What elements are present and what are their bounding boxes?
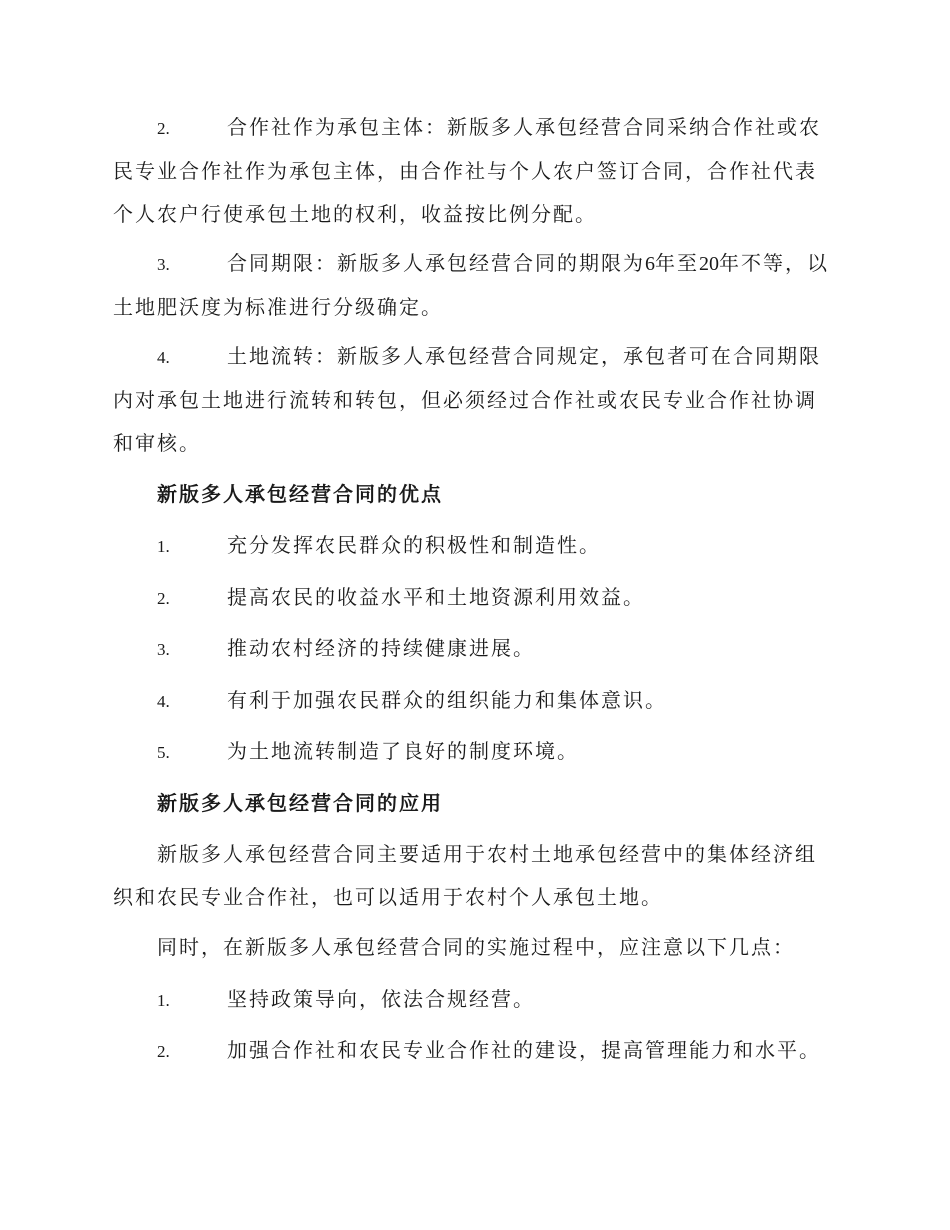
list-item-number: 1. [157,537,170,556]
paragraph: 同时，在新版多人承包经营合同的实施过程中，应注意以下几点： [157,935,795,959]
list-item-text: 土地流转：新版多人承包经营合同规定，承包者可在合同期限内对承包土地进行流转和转包，但必须经过合作社或农民专业合作社协调和审核。 [113,344,821,455]
list-item-text: 加强合作社和农民专业合作社的建设，提高管理能力和水平。 [227,1038,821,1062]
section-heading-advantages: 新版多人承包经营合同的优点 [157,482,443,506]
list-item [113,1029,838,1073]
list-item-number: 2. [157,119,170,138]
section-heading-application: 新版多人承包经营合同的应用 [157,791,443,815]
list-item-number: 2. [157,589,170,608]
list-item-number: 2. [157,1042,170,1061]
contract-max-years: 20 [699,253,719,275]
list-item-number: 5. [157,743,170,762]
list-item-number: 3. [157,255,170,274]
list-item-text: 有利于加强农民群众的组织能力和集体意识。 [227,688,667,712]
list-item-text: 为土地流转制造了良好的制度环境。 [227,739,579,763]
list-item-text: 充分发挥农民群众的积极性和制造性。 [227,533,601,557]
list-item-text: 合作社作为承包主体：新版多人承包经营合同采纳合作社或农民专业合作社作为承包主体，由合作社与个人农户签订合同，合作社代表个人农户行使承包土地的权利，收益按比例分配。 [113,115,821,226]
list-item-text-part: 年至 [655,251,699,275]
list-item-text-part: 年不等，以土地肥沃度为标准进行分级确定。 [113,251,829,319]
list-item [113,524,838,568]
list-item-number: 4. [157,348,170,367]
list-item [113,679,838,723]
list-item [113,106,838,236]
list-item [113,627,838,671]
list-item [113,978,838,1022]
list-item-number: 4. [157,692,170,711]
list-item [113,730,838,774]
list-item-number: 3. [157,640,170,659]
list-item [113,576,838,620]
list-item [113,335,838,465]
paragraph: 新版多人承包经营合同主要适用于农村土地承包经营中的集体经济组织和农民专业合作社，也可以适用于农村个人承包土地。 [113,842,817,909]
list-item-text: 推动农村经济的持续健康进展。 [227,636,535,660]
list-item-text: 提高农民的收益水平和土地资源利用效益。 [227,585,645,609]
list-item-number: 1. [157,991,170,1010]
list-item-text-part: 合同期限：新版多人承包经营合同的期限为 [227,251,645,275]
contract-min-years: 6 [645,253,655,275]
list-item-text: 坚持政策导向，依法合规经营。 [227,987,535,1011]
list-item [113,242,838,329]
